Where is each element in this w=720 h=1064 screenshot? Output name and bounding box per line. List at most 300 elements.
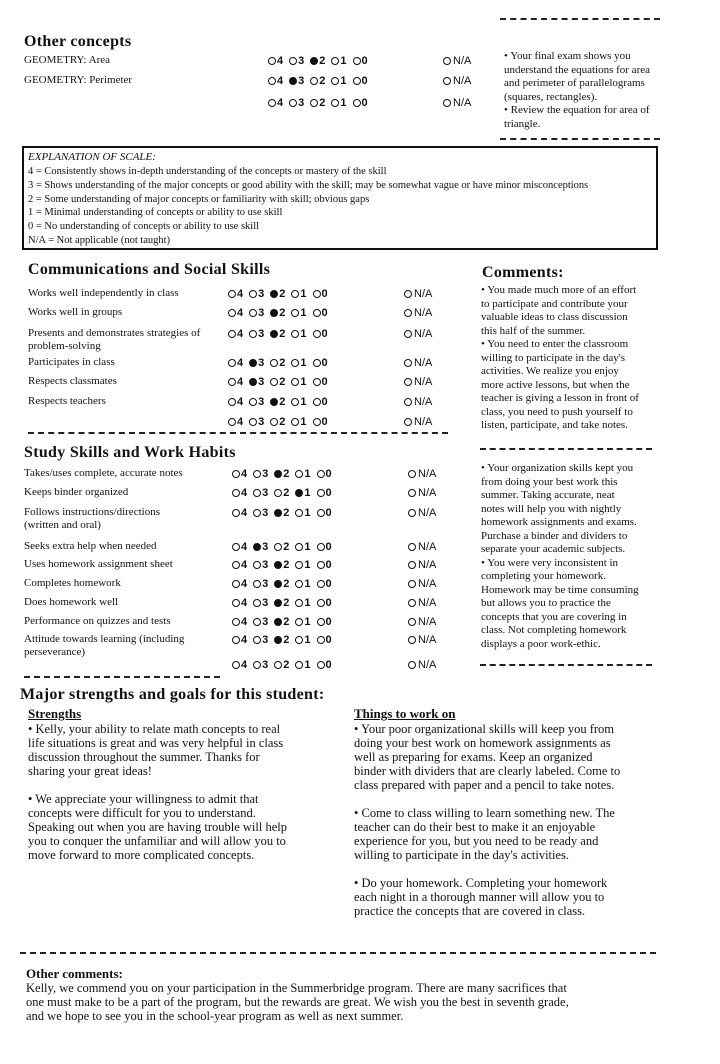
rating-option-4[interactable] xyxy=(232,634,247,646)
radio-2-selected[interactable] xyxy=(274,470,282,478)
radio-3[interactable] xyxy=(289,99,297,107)
rating-option-4[interactable] xyxy=(228,288,243,300)
rating-option-0[interactable] xyxy=(313,307,328,319)
radio-4[interactable] xyxy=(268,77,276,85)
other-concepts-row-label: GEOMETRY: Area xyxy=(24,54,111,66)
rating-option-3[interactable] xyxy=(249,307,264,319)
rating-option-3[interactable] xyxy=(249,328,264,340)
rating-option-1[interactable] xyxy=(295,541,310,553)
rating-option-label: 0 xyxy=(321,307,328,319)
radio-3[interactable] xyxy=(253,599,261,607)
rating-option-3[interactable] xyxy=(253,616,268,628)
radio-3[interactable] xyxy=(249,418,257,426)
rating-option-4[interactable] xyxy=(228,416,243,428)
comment-line: valuable ideas to class discussion xyxy=(481,311,628,323)
other-concepts-rating-group[interactable] xyxy=(268,97,374,109)
radio-0[interactable] xyxy=(317,561,325,569)
radio-3[interactable] xyxy=(249,330,257,338)
rating-option-1[interactable] xyxy=(295,634,310,646)
rating-option-4[interactable] xyxy=(228,328,243,340)
study-na-option[interactable] xyxy=(408,507,436,519)
rating-option-0[interactable] xyxy=(317,659,332,671)
radio-4[interactable] xyxy=(232,661,240,669)
rating-option-0[interactable] xyxy=(313,357,328,369)
radio-2-selected[interactable] xyxy=(274,618,282,626)
rating-option-2[interactable] xyxy=(274,487,289,499)
rating-option-0[interactable] xyxy=(317,616,332,628)
rating-option-4[interactable] xyxy=(232,659,247,671)
rating-option-2[interactable] xyxy=(270,307,285,319)
radio-na[interactable] xyxy=(443,77,451,85)
study-na-option[interactable] xyxy=(408,541,436,553)
rating-option-4[interactable] xyxy=(268,55,283,67)
rating-option-0[interactable] xyxy=(317,597,332,609)
radio-1[interactable] xyxy=(331,57,339,65)
radio-1[interactable] xyxy=(295,636,303,644)
rating-option-0[interactable] xyxy=(317,541,332,553)
communications-na-option[interactable] xyxy=(404,357,432,369)
radio-na[interactable] xyxy=(443,57,451,65)
study-rating-group[interactable] xyxy=(232,659,338,671)
rating-option-2[interactable] xyxy=(274,507,289,519)
rating-option-1[interactable] xyxy=(291,307,306,319)
rating-option-4[interactable] xyxy=(228,357,243,369)
radio-4[interactable] xyxy=(228,309,236,317)
radio-3-selected[interactable] xyxy=(249,359,257,367)
rating-option-0[interactable] xyxy=(317,578,332,590)
radio-na[interactable] xyxy=(408,543,416,551)
rating-option-3[interactable] xyxy=(289,75,304,87)
radio-0[interactable] xyxy=(313,378,321,386)
strength-line: discussion throughout the summer. Thanks for xyxy=(28,750,260,764)
study-rating-group[interactable] xyxy=(232,541,338,553)
study-na-option[interactable] xyxy=(408,659,436,671)
radio-na[interactable] xyxy=(408,561,416,569)
rating-option-3[interactable] xyxy=(253,578,268,590)
radio-2[interactable] xyxy=(270,418,278,426)
rating-option-label: 2 xyxy=(283,507,290,519)
rating-option-3[interactable] xyxy=(249,357,264,369)
rating-option-2[interactable] xyxy=(270,328,285,340)
radio-0[interactable] xyxy=(317,580,325,588)
comment-line: • Your organization skills kept you xyxy=(481,462,634,474)
radio-3[interactable] xyxy=(253,636,261,644)
communications-row-label: Participates in class xyxy=(28,356,115,368)
other-concepts-row-label: GEOMETRY: Perimeter xyxy=(24,74,133,86)
radio-na[interactable] xyxy=(408,470,416,478)
rating-option-1[interactable] xyxy=(295,559,310,571)
radio-1[interactable] xyxy=(295,661,303,669)
rating-option-2[interactable] xyxy=(274,634,289,646)
rating-option-0[interactable] xyxy=(313,288,328,300)
radio-0[interactable] xyxy=(313,418,321,426)
study-rating-group[interactable] xyxy=(232,634,338,646)
radio-2-selected[interactable] xyxy=(310,57,318,65)
rating-option-label: 1 xyxy=(300,396,307,408)
study-na-option[interactable] xyxy=(408,559,436,571)
radio-0[interactable] xyxy=(317,489,325,497)
study-na-option[interactable] xyxy=(408,468,436,480)
rating-option-2[interactable] xyxy=(274,559,289,571)
rating-option-label: 1 xyxy=(304,468,311,480)
rating-option-0[interactable] xyxy=(317,487,332,499)
rating-option-2[interactable] xyxy=(310,97,325,109)
study-na-option[interactable] xyxy=(408,616,436,628)
radio-na[interactable] xyxy=(404,418,412,426)
radio-0[interactable] xyxy=(313,398,321,406)
radio-4[interactable] xyxy=(232,543,240,551)
radio-2-selected[interactable] xyxy=(270,309,278,317)
communications-rating-group[interactable] xyxy=(228,357,334,369)
study-na-option[interactable] xyxy=(408,597,436,609)
radio-4[interactable] xyxy=(232,599,240,607)
rating-option-1[interactable] xyxy=(295,616,310,628)
rating-option-label: 2 xyxy=(279,357,286,369)
communications-rating-group[interactable] xyxy=(228,328,334,340)
rating-option-4[interactable] xyxy=(232,507,247,519)
radio-3[interactable] xyxy=(249,290,257,298)
rating-option-2[interactable] xyxy=(274,578,289,590)
rating-option-3[interactable] xyxy=(253,659,268,671)
rating-option-3[interactable] xyxy=(253,541,268,553)
other-concepts-na-option[interactable] xyxy=(443,75,471,87)
radio-0[interactable] xyxy=(313,359,321,367)
radio-2-selected[interactable] xyxy=(270,398,278,406)
rating-option-4[interactable] xyxy=(268,97,283,109)
rating-option-3[interactable] xyxy=(289,97,304,109)
rating-option-0[interactable] xyxy=(353,55,368,67)
rating-option-3[interactable] xyxy=(253,634,268,646)
radio-1[interactable] xyxy=(291,398,299,406)
rating-option-3[interactable] xyxy=(249,288,264,300)
rating-option-1[interactable] xyxy=(295,507,310,519)
rating-option-1[interactable] xyxy=(331,75,346,87)
radio-3-selected[interactable] xyxy=(253,543,261,551)
rating-option-2[interactable] xyxy=(274,659,289,671)
communications-na-option[interactable] xyxy=(404,307,432,319)
rating-option-1[interactable] xyxy=(331,97,346,109)
radio-3[interactable] xyxy=(253,489,261,497)
rating-option-4[interactable] xyxy=(232,616,247,628)
radio-2-selected[interactable] xyxy=(274,509,282,517)
rating-option-0[interactable] xyxy=(353,97,368,109)
rating-option-label: 3 xyxy=(262,507,269,519)
radio-4[interactable] xyxy=(232,580,240,588)
other-concepts-na-option[interactable] xyxy=(443,97,471,109)
rating-option-label: 1 xyxy=(300,376,307,388)
communications-na-option[interactable] xyxy=(404,288,432,300)
communications-rating-group[interactable] xyxy=(228,396,334,408)
rating-option-0[interactable] xyxy=(317,468,332,480)
comment-line: displays a poor work-ethic. xyxy=(481,637,601,650)
rating-option-4[interactable] xyxy=(268,75,283,87)
radio-0[interactable] xyxy=(317,618,325,626)
radio-3-selected[interactable] xyxy=(249,378,257,386)
radio-na[interactable] xyxy=(404,398,412,406)
radio-0[interactable] xyxy=(353,99,361,107)
rating-option-label: 4 xyxy=(241,559,248,571)
radio-3[interactable] xyxy=(253,470,261,478)
rating-option-label: 2 xyxy=(279,376,286,388)
radio-3[interactable] xyxy=(249,309,257,317)
radio-4[interactable] xyxy=(228,398,236,406)
rating-option-2[interactable] xyxy=(270,416,285,428)
rating-option-2[interactable] xyxy=(310,55,325,67)
radio-0[interactable] xyxy=(317,470,325,478)
radio-2-selected[interactable] xyxy=(274,580,282,588)
radio-na[interactable] xyxy=(404,378,412,386)
strength-line: • We appreciate your willingness to admit that xyxy=(28,792,259,806)
radio-1-selected[interactable] xyxy=(295,489,303,497)
study-rating-group[interactable] xyxy=(232,507,338,519)
study-na-option[interactable] xyxy=(408,634,436,646)
radio-1[interactable] xyxy=(331,77,339,85)
radio-1[interactable] xyxy=(295,618,303,626)
rating-option-label: 4 xyxy=(241,597,248,609)
radio-na[interactable] xyxy=(404,330,412,338)
radio-3[interactable] xyxy=(249,398,257,406)
rating-option-label: 4 xyxy=(277,75,284,87)
rating-option-1[interactable] xyxy=(291,328,306,340)
rating-option-label: 3 xyxy=(298,97,305,109)
na-label: N/A xyxy=(418,541,437,553)
rating-option-label: 2 xyxy=(319,97,326,109)
radio-2[interactable] xyxy=(270,359,278,367)
study-rating-group[interactable] xyxy=(232,597,338,609)
radio-4[interactable] xyxy=(228,359,236,367)
radio-0[interactable] xyxy=(353,77,361,85)
radio-1[interactable] xyxy=(295,599,303,607)
radio-4[interactable] xyxy=(228,418,236,426)
radio-4[interactable] xyxy=(232,489,240,497)
radio-4[interactable] xyxy=(268,57,276,65)
other-comment-line: Kelly, we commend you on your participation in the Summerbridge program. There are many sacrifices that xyxy=(26,981,567,995)
radio-1[interactable] xyxy=(295,470,303,478)
rating-option-label: 1 xyxy=(300,416,307,428)
rating-option-4[interactable] xyxy=(228,396,243,408)
rating-option-1[interactable] xyxy=(291,376,306,388)
radio-1[interactable] xyxy=(295,543,303,551)
radio-na[interactable] xyxy=(404,359,412,367)
radio-1[interactable] xyxy=(295,561,303,569)
radio-2[interactable] xyxy=(310,77,318,85)
communications-na-option[interactable] xyxy=(404,376,432,388)
radio-0[interactable] xyxy=(317,599,325,607)
radio-na[interactable] xyxy=(408,580,416,588)
rating-option-2[interactable] xyxy=(274,597,289,609)
rating-option-4[interactable] xyxy=(232,541,247,553)
radio-0[interactable] xyxy=(317,509,325,517)
rating-option-3[interactable] xyxy=(253,597,268,609)
radio-1[interactable] xyxy=(291,418,299,426)
radio-4[interactable] xyxy=(228,330,236,338)
other-comments-title: Other comments: xyxy=(26,966,123,981)
study-na-option[interactable] xyxy=(408,578,436,590)
rating-option-3[interactable] xyxy=(289,55,304,67)
rating-option-label: 0 xyxy=(325,541,332,553)
study-rating-group[interactable] xyxy=(232,559,338,571)
radio-3-selected[interactable] xyxy=(289,77,297,85)
radio-4[interactable] xyxy=(232,636,240,644)
communications-na-option[interactable] xyxy=(404,328,432,340)
rating-option-label: 1 xyxy=(304,487,311,499)
communications-na-option[interactable] xyxy=(404,396,432,408)
radio-0[interactable] xyxy=(313,330,321,338)
radio-3[interactable] xyxy=(253,561,261,569)
radio-4[interactable] xyxy=(228,378,236,386)
radio-1[interactable] xyxy=(291,309,299,317)
radio-1[interactable] xyxy=(331,99,339,107)
rating-option-1[interactable] xyxy=(295,468,310,480)
na-label: N/A xyxy=(418,634,437,646)
rating-option-1[interactable] xyxy=(291,357,306,369)
rating-option-label: 4 xyxy=(237,328,244,340)
rating-option-3[interactable] xyxy=(253,559,268,571)
radio-2-selected[interactable] xyxy=(270,330,278,338)
radio-na[interactable] xyxy=(443,99,451,107)
rating-option-2[interactable] xyxy=(270,376,285,388)
radio-2[interactable] xyxy=(274,661,282,669)
rating-option-1[interactable] xyxy=(295,597,310,609)
study-rating-group[interactable] xyxy=(232,487,338,499)
radio-4[interactable] xyxy=(232,561,240,569)
rating-option-4[interactable] xyxy=(232,487,247,499)
rating-option-2[interactable] xyxy=(270,357,285,369)
radio-4[interactable] xyxy=(268,99,276,107)
radio-2-selected[interactable] xyxy=(270,290,278,298)
rating-option-1[interactable] xyxy=(291,396,306,408)
study-row-label: Performance on quizzes and tests xyxy=(24,615,171,627)
radio-1[interactable] xyxy=(291,290,299,298)
rating-option-1[interactable] xyxy=(331,55,346,67)
rating-option-label: 0 xyxy=(361,75,368,87)
radio-0[interactable] xyxy=(317,636,325,644)
rating-option-4[interactable] xyxy=(232,559,247,571)
rating-option-0[interactable] xyxy=(353,75,368,87)
work-on-line: • Come to class willing to learn something new. The xyxy=(354,806,615,820)
radio-0[interactable] xyxy=(317,543,325,551)
work-on-line: each night in a thorough manner will allow you to xyxy=(354,890,605,904)
rating-option-0[interactable] xyxy=(313,376,328,388)
radio-0[interactable] xyxy=(353,57,361,65)
rating-option-0[interactable] xyxy=(317,559,332,571)
rating-option-0[interactable] xyxy=(317,634,332,646)
radio-na[interactable] xyxy=(408,618,416,626)
rating-option-1[interactable] xyxy=(295,487,310,499)
other-concepts-rating-group[interactable] xyxy=(268,75,374,87)
rating-option-3[interactable] xyxy=(249,376,264,388)
radio-na[interactable] xyxy=(408,489,416,497)
rating-option-2[interactable] xyxy=(310,75,325,87)
radio-4[interactable] xyxy=(232,509,240,517)
study-na-option[interactable] xyxy=(408,487,436,499)
radio-3[interactable] xyxy=(253,618,261,626)
radio-2[interactable] xyxy=(270,378,278,386)
study-row-label: Does homework well xyxy=(24,596,119,608)
communications-rating-group[interactable] xyxy=(228,307,334,319)
rating-option-3[interactable] xyxy=(253,487,268,499)
radio-1[interactable] xyxy=(291,330,299,338)
radio-2[interactable] xyxy=(274,543,282,551)
communications-row-label: Works well independently in class xyxy=(28,287,179,299)
rating-option-1[interactable] xyxy=(295,659,310,671)
rating-option-label: 2 xyxy=(283,559,290,571)
radio-2-selected[interactable] xyxy=(274,599,282,607)
rating-option-2[interactable] xyxy=(274,616,289,628)
study-rating-group[interactable] xyxy=(232,468,338,480)
radio-na[interactable] xyxy=(408,661,416,669)
rating-option-1[interactable] xyxy=(295,578,310,590)
radio-na[interactable] xyxy=(408,636,416,644)
radio-2-selected[interactable] xyxy=(274,561,282,569)
rating-option-0[interactable] xyxy=(313,416,328,428)
rating-option-4[interactable] xyxy=(232,578,247,590)
radio-4[interactable] xyxy=(228,290,236,298)
rating-option-label: 0 xyxy=(325,487,332,499)
radio-3[interactable] xyxy=(253,661,261,669)
radio-na[interactable] xyxy=(404,290,412,298)
rating-option-4[interactable] xyxy=(228,376,243,388)
rating-option-0[interactable] xyxy=(313,328,328,340)
communications-rating-group[interactable] xyxy=(228,288,334,300)
radio-0[interactable] xyxy=(313,290,321,298)
rating-option-1[interactable] xyxy=(291,288,306,300)
rating-option-1[interactable] xyxy=(291,416,306,428)
communications-na-option[interactable] xyxy=(404,416,432,428)
radio-3[interactable] xyxy=(289,57,297,65)
rating-option-2[interactable] xyxy=(270,396,285,408)
rating-option-3[interactable] xyxy=(249,416,264,428)
rating-option-0[interactable] xyxy=(313,396,328,408)
radio-4[interactable] xyxy=(232,470,240,478)
radio-na[interactable] xyxy=(408,599,416,607)
rating-option-3[interactable] xyxy=(253,507,268,519)
radio-2[interactable] xyxy=(274,489,282,497)
other-comment-line: one must make to be a part of the program, but the rewards are great. We wish you the best in seventh grade, xyxy=(26,995,569,1009)
rating-option-3[interactable] xyxy=(249,396,264,408)
rating-option-2[interactable] xyxy=(270,288,285,300)
radio-0[interactable] xyxy=(317,661,325,669)
radio-2[interactable] xyxy=(310,99,318,107)
radio-0[interactable] xyxy=(313,309,321,317)
other-concepts-na-option[interactable] xyxy=(443,55,471,67)
radio-4[interactable] xyxy=(232,618,240,626)
rating-option-0[interactable] xyxy=(317,507,332,519)
rating-option-2[interactable] xyxy=(274,541,289,553)
radio-1[interactable] xyxy=(291,378,299,386)
study-rating-group[interactable] xyxy=(232,578,338,590)
radio-1[interactable] xyxy=(291,359,299,367)
rating-option-4[interactable] xyxy=(232,597,247,609)
radio-na[interactable] xyxy=(404,309,412,317)
communications-rating-group[interactable] xyxy=(228,416,334,428)
radio-1[interactable] xyxy=(295,509,303,517)
other-concepts-rating-group[interactable] xyxy=(268,55,374,67)
rating-option-4[interactable] xyxy=(232,468,247,480)
radio-1[interactable] xyxy=(295,580,303,588)
rating-option-2[interactable] xyxy=(274,468,289,480)
radio-2-selected[interactable] xyxy=(274,636,282,644)
rating-option-label: 0 xyxy=(325,507,332,519)
radio-3[interactable] xyxy=(253,580,261,588)
study-rating-group[interactable] xyxy=(232,616,338,628)
radio-3[interactable] xyxy=(253,509,261,517)
rating-option-4[interactable] xyxy=(228,307,243,319)
rating-option-3[interactable] xyxy=(253,468,268,480)
radio-na[interactable] xyxy=(408,509,416,517)
rating-option-label: 2 xyxy=(279,328,286,340)
communications-rating-group[interactable] xyxy=(228,376,334,388)
